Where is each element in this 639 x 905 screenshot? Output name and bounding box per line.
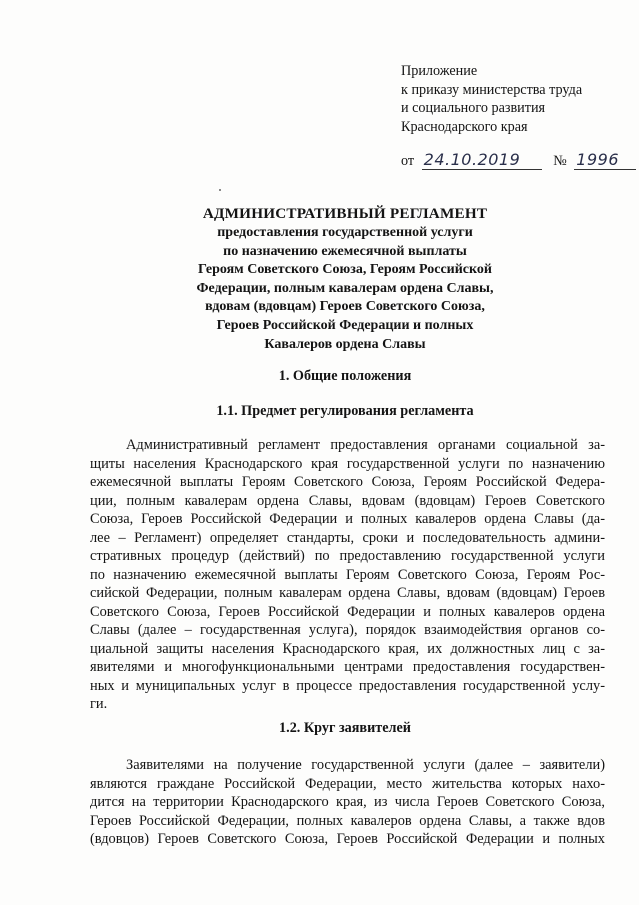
paragraph-subject [90, 436, 605, 714]
scan-speck [219, 189, 221, 191]
section-heading-1-1: 1.1. Предмет регулирования регламента [216, 403, 474, 419]
appendix-header [401, 62, 582, 136]
text-line: ции, полным кавалерам ордена Славы, вдовам (вдовцам) Героев Советского [90, 492, 605, 509]
section-heading-1: 1. Общие положения [278, 368, 412, 384]
title-line: Федерации, полным кавалерам ордена Славы, [196, 280, 494, 296]
text-line: Заявителями на получение государственной услуги (далее – заявители) [126, 757, 605, 773]
order-number: 1996 [574, 150, 636, 170]
text-line: ных и муниципальных услуг в процессе предоставления государственной услу- [90, 677, 605, 694]
title-line: Героев Российской Федерации и полных [216, 317, 474, 333]
text-line: ежемесячной выплаты Героям Советского Союза, Героям Российской Федера- [90, 474, 605, 490]
text-line: стративных процедур (действий) по предоставлению государственной услуги [90, 548, 605, 564]
title-line: Героям Советского Союза, Героям Российской [198, 262, 492, 278]
title-line: по назначению ежемесячной выплаты [223, 243, 467, 259]
appendix-line: и социального развития [401, 100, 546, 117]
order-reference [401, 150, 636, 170]
text-line: по назначению ежемесячной выплаты Героям Советского Союза, Героям Рос- [90, 566, 605, 583]
text-line: Славы (далее – государственная услуга), порядок взаимодействия органов со- [90, 622, 605, 638]
appendix-line: к приказу министерства труда [401, 81, 583, 98]
title-line: Кавалеров ордена Славы [264, 336, 426, 352]
text-line: сийской Федерации, полным кавалерам ордена Славы, вдовам (вдовцам) Героев [90, 585, 605, 601]
text-line: щиты населения Краснодарского края государственной услуги по назначению [90, 455, 605, 472]
text-line: лее – Регламент) определяет стандарты, сроки и последовательность админи- [90, 529, 605, 546]
text-line: (вдовцов) Героев Советского Союза, Героев Российской Федерации и полных [90, 831, 605, 847]
order-date: 24.10.2019 [422, 150, 542, 170]
text-line: Административный регламент предоставления органами социальной за- [126, 437, 605, 453]
text-line: ги. [90, 696, 108, 712]
order-number-sign: № [553, 153, 567, 169]
appendix-line: Приложение [401, 63, 478, 79]
section-heading-1-2: 1.2. Круг заявителей [279, 720, 411, 736]
text-line: являются граждане Российской Федерации, место жительства которых нахо- [90, 775, 605, 792]
title-line: вдовам (вдовцам) Героев Советского Союза, [205, 299, 485, 315]
text-line: циальной защиты населения Краснодарского края, их должностных лиц с за- [90, 640, 605, 657]
text-line: Союза, Героев Российской Федерации и полных кавалеров ордена Славы (да- [90, 511, 605, 527]
text-line: Советского Союза, Героев Российской Федерации и полных кавалеров ордена [90, 603, 605, 620]
text-line: Героев Российской Федерации, полных кавалеров ордена Славы, а также вдов [90, 812, 605, 829]
text-line: дится на территории Краснодарского края, из числа Героев Советского Союза, [90, 794, 605, 810]
paragraph-applicants [90, 756, 605, 849]
document-title [150, 204, 540, 354]
order-prefix: от [401, 153, 415, 169]
appendix-line: Краснодарского края [401, 118, 528, 135]
text-line: явителями и многофункциональными центрами предоставления государствен- [90, 659, 605, 675]
title-main: АДМИНИСТРАТИВНЫЙ РЕГЛАМЕНТ [202, 205, 488, 222]
title-line: предоставления государственной услуги [217, 225, 473, 240]
